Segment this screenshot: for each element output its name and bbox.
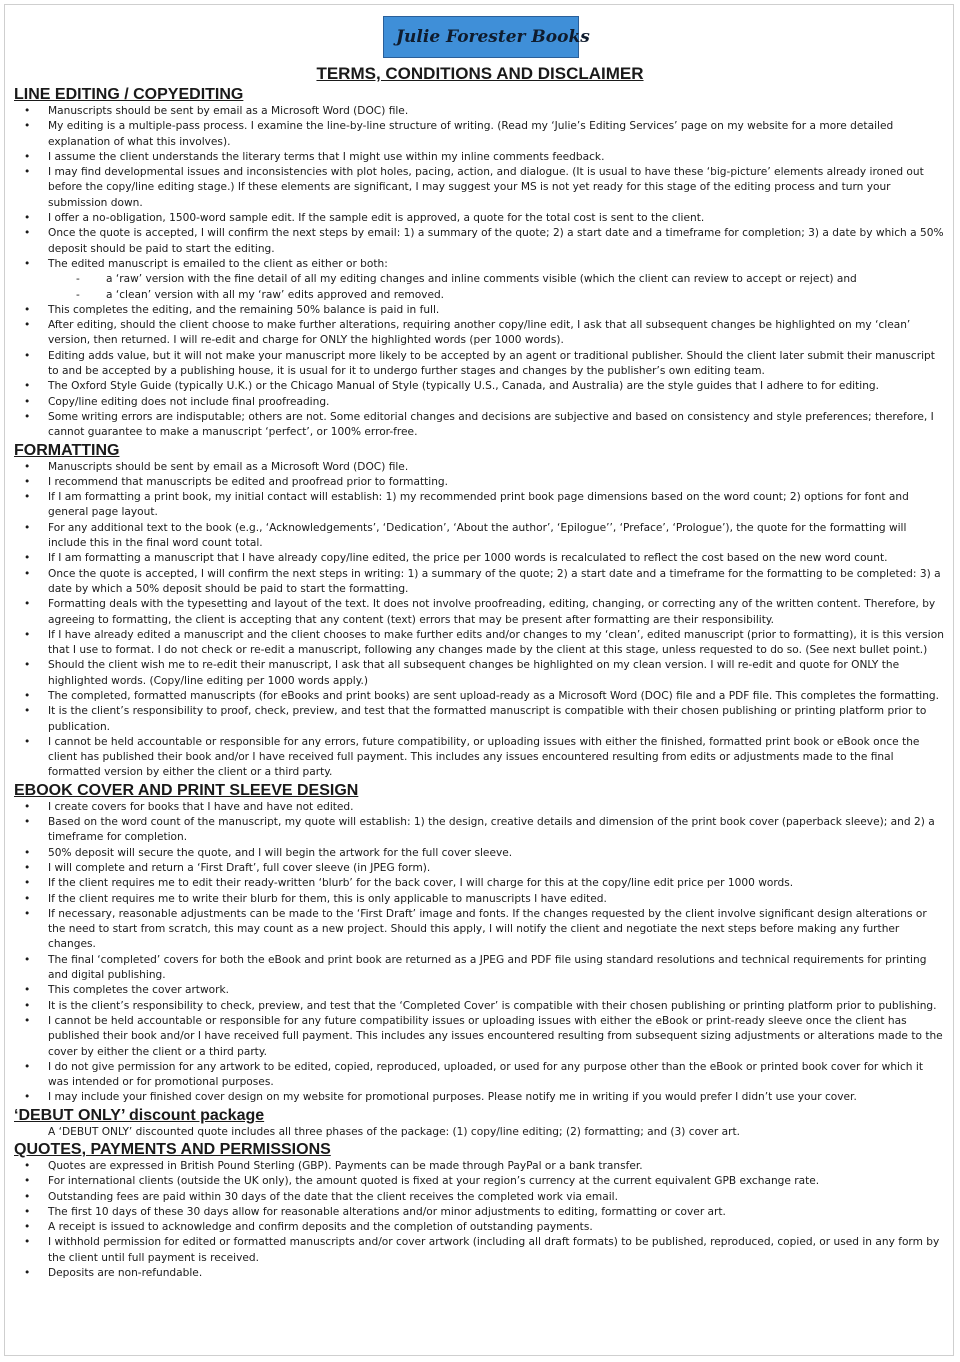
list-item: • After editing, should the client choose to make further alterations, requiring another copy/line edit, I ask that all subsequent changes be highlighted on my ‘clean’ version, then returned. I will re-edit and charge for ONLY the highlighted words (per 1000 words). (14, 318, 944, 349)
list-item: • Based on the word count of the manuscript, my quote will establish: 1) the design, creative details and dimension of the print book cover (paperback sleeve); and 2) a timeframe for completion. (14, 815, 944, 846)
list-item: • I may find developmental issues and inconsistencies with plot holes, pacing, action, and dialogue. (It is usual to have these ‘big-picture’ elements already ironed out before the copy/line editing stage.) If these elements are significant, I may suggest your MS is not yet ready for this stage of the editing process and turn your submission down. (14, 165, 944, 211)
list-item: • The completed, formatted manuscripts (for eBooks and print books) are sent upload-ready as a Microsoft Word (DOC) file and a PDF file. This completes the formatting. (14, 689, 944, 704)
list-item: • For any additional text to the book (e.g., ‘Acknowledgements’, ‘Dedication’, ‘About the author’, ‘Epilogue’’, ‘Preface’, ‘Prologue’), the quote for the formatting will include this in the final word count total. (14, 521, 944, 552)
section-list (14, 460, 944, 781)
section-paragraph: A ‘DEBUT ONLY’ discounted quote includes all three phases of the package: (1) copy/line editing; (2) formatting; and (3) cover art. (48, 1125, 740, 1138)
section-heading: EBOOK COVER AND PRINT SLEEVE DESIGN (14, 781, 359, 799)
section-list (14, 800, 944, 1106)
list-item: • For international clients (outside the UK only), the amount quoted is fixed at your region’s currency at the current equivalent GPB exchange rate. (14, 1174, 944, 1189)
list-item: • If the client requires me to write their blurb for them, this is only applicable to manuscripts I have edited. (14, 892, 944, 907)
list-item: • The edited manuscript is emailed to the client as either or both: (14, 257, 944, 272)
list-item: • If the client requires me to edit their ready-written ‘blurb’ for the back cover, I will charge for this at the copy/line edit price per 1000 words. (14, 876, 944, 891)
list-item: • I will complete and return a ‘First Draft’, full cover sleeve (in JPEG form). (14, 861, 944, 876)
list-item: • I do not give permission for any artwork to be edited, copied, reproduced, uploaded, or used for any purpose other than the eBook or printed book cover for which it was intended or for promotional purposes. (14, 1060, 944, 1091)
document-body (14, 85, 944, 1281)
section-heading: LINE EDITING / COPYEDITING (14, 86, 244, 103)
list-item: • If I am formatting a print book, my initial contact will establish: 1) my recommended print book page dimensions based on the word count; 2) options for font and general page layout. (14, 490, 944, 521)
section-list (14, 104, 944, 441)
logo-text: Julie Forester Books (396, 27, 590, 47)
list-item: • It is the client’s responsibility to check, preview, and test that the ‘Completed Cover’ is compatible with their chosen publishing or printing platform prior to publishing. (14, 999, 944, 1014)
list-item: • I withhold permission for edited or formatted manuscripts and/or cover artwork (including all draft formats) to be published, reproduced, copied, or used in any form by the client until full payment is received. (14, 1235, 944, 1266)
list-item: • Once the quote is accepted, I will confirm the next steps by email: 1) a summary of the quote; 2) a start date and a timeframe for completion; 3) a date by which a 50% deposit should be paid to start the editing. (14, 226, 944, 257)
list-item: • The final ‘completed’ covers for both the eBook and print book are returned as a JPEG and PDF file using standard resolutions and technical requirements for printing and digital publishing. (14, 953, 944, 984)
list-item: • If I have already edited a manuscript and the client chooses to make further edits and/or changes to my ‘clean’, edited manuscript (prior to formatting), it is this version that I use to format. I do not check or re-edit a manuscript, following any changes made by the client at this stage, unless requested to do so. (See next bullet point.) (14, 628, 944, 659)
list-item: • Quotes are expressed in British Pound Sterling (GBP). Payments can be made through PayPal or a bank transfer. (14, 1159, 944, 1174)
list-item: • 50% deposit will secure the quote, and I will begin the artwork for the full cover sleeve. (14, 846, 944, 861)
list-item: • Copy/line editing does not include final proofreading. (14, 395, 944, 410)
list-item: • The Oxford Style Guide (typically U.K.) or the Chicago Manual of Style (typically U.S., Canada, and Australia) are the style guides that I adhere to for editing. (14, 379, 944, 394)
list-item: • A receipt is issued to acknowledge and confirm deposits and the completion of outstanding payments. (14, 1220, 944, 1235)
list-item: • I offer a no-obligation, 1500-word sample edit. If the sample edit is approved, a quote for the total cost is sent to the client. (14, 211, 944, 226)
logo (383, 16, 590, 58)
section-heading: FORMATTING (14, 441, 120, 459)
list-item: • If I am formatting a manuscript that I have already copy/line edited, the price per 1000 words is recalculated to reflect the cost based on the new word count. (14, 551, 944, 566)
list-item: • Should the client wish me to re-edit their manuscript, I ask that all subsequent changes be highlighted on my clean version. I will re-edit and quote for ONLY the highlighted words. (Copy/line editing per 1000 words apply.) (14, 658, 944, 689)
list-item: • I recommend that manuscripts be edited and proofread prior to formatting. (14, 475, 944, 490)
sub-list-item: - a ‘raw’ version with the fine detail of all my editing changes and inline comments visible (which the client can review to accept or reject) and (14, 272, 944, 287)
list-item: • Deposits are non-refundable. (14, 1266, 944, 1281)
section-heading: ‘DEBUT ONLY’ discount package (14, 1106, 265, 1124)
page-title: TERMS, CONDITIONS AND DISCLAIMER (316, 64, 644, 83)
list-item: • This completes the cover artwork. (14, 983, 944, 998)
list-item: • I cannot be held accountable or responsible for any future compatibility issues or uploading issues with either the eBook or print-ready sleeve once the client has published their book and/or I have received full payment. This includes any issues encountered resulting from subsequent sizing adjustments or alterations made to the cover by either the client or a third party. (14, 1014, 944, 1060)
list-item: • If necessary, reasonable adjustments can be made to the ‘First Draft’ image and fonts. If the changes requested by the client involve significant design alterations or the need to start from scratch, this may count as a new project. Should this apply, I will notify the client and negotiate the next steps before making any further changes. (14, 907, 944, 953)
list-item: • Editing adds value, but it will not make your manuscript more likely to be accepted by an agent or traditional publisher. Should the client later submit their manuscript to and be accepted by a publishing house, it is usual for it to undergo further stages and changes by the publisher’s own editing team. (14, 349, 944, 380)
section-heading: QUOTES, PAYMENTS AND PERMISSIONS (14, 1141, 331, 1158)
section-list (14, 1159, 944, 1281)
list-item: • Once the quote is accepted, I will confirm the next steps in writing: 1) a summary of the quote; 2) a start date and a timeframe for the formatting to be completed: 3) a date by which a 50% deposit should be paid to start the formatting. (14, 567, 944, 598)
list-item: • I may include your finished cover design on my website for promotional purposes. Please notify me in writing if you would prefer I didn’t use your cover. (14, 1090, 944, 1105)
list-item: • My editing is a multiple-pass process. I examine the line-by-line structure of writing. (Read my ‘Julie’s Editing Services’ page on my website for a more detailed explanation of what this involves). (14, 119, 944, 150)
list-item: • I create covers for books that I have and have not edited. (14, 800, 944, 815)
list-item: • This completes the editing, and the remaining 50% balance is paid in full. (14, 303, 944, 318)
list-item: • I assume the client understands the literary terms that I might use within my inline comments feedback. (14, 150, 944, 165)
list-item: • Manuscripts should be sent by email as a Microsoft Word (DOC) file. (14, 104, 944, 119)
list-item: • Outstanding fees are paid within 30 days of the date that the client receives the completed work via email. (14, 1190, 944, 1205)
list-item: • The first 10 days of these 30 days allow for reasonable alterations and/or minor adjustments to editing, formatting or cover art. (14, 1205, 944, 1220)
list-item: • Formatting deals with the typesetting and layout of the text. It does not involve proofreading, editing, changing, or correcting any of the written content. Therefore, by agreeing to formatting, the client is accepting that any content (text) errors that may be present after formatting are their responsibility. (14, 597, 944, 628)
list-item: • It is the client’s responsibility to proof, check, preview, and test that the formatted manuscript is compatible with their chosen publishing or printing platform prior to publication. (14, 704, 944, 735)
list-item: • Some writing errors are indisputable; others are not. Some editorial changes and decisions are subjective and based on consistency and style preferences; therefore, I cannot guarantee to make a manuscript ‘perfect’, or 100% error-free. (14, 410, 944, 441)
list-item: • Manuscripts should be sent by email as a Microsoft Word (DOC) file. (14, 460, 944, 475)
list-item: • I cannot be held accountable or responsible for any errors, future compatibility, or uploading issues with either the finished, formatted print book or eBook once the client has published their book and/or I have received full payment. This includes any issues encountered resulting from edits or adjustments made to the final formatted version by either the client or a third party. (14, 735, 944, 781)
sub-list-item: - a ‘clean’ version with all my ‘raw’ edits approved and removed. (14, 288, 944, 303)
